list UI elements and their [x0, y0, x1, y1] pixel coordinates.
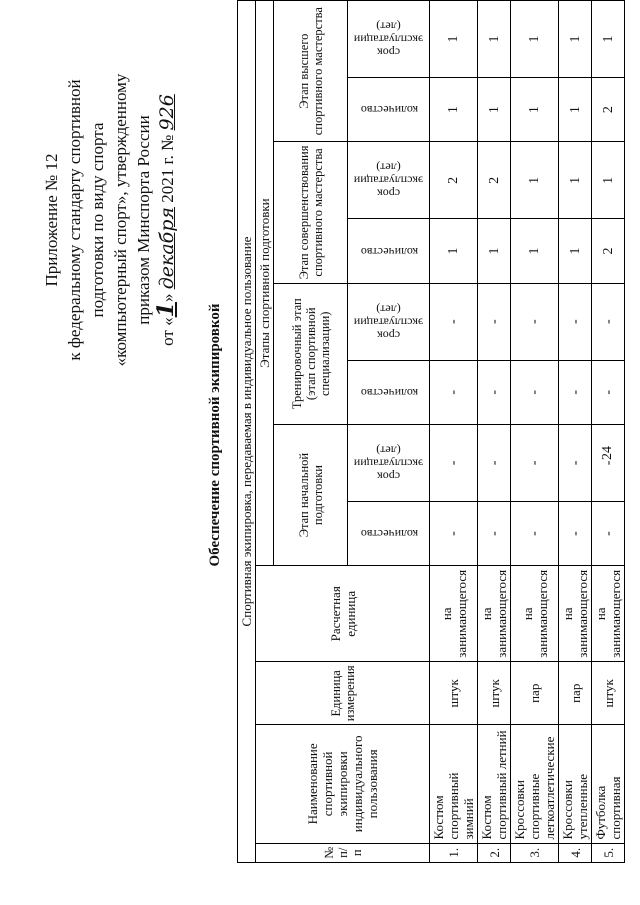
row-value: 1: [478, 219, 511, 283]
row-value: -: [511, 501, 559, 565]
sub-term-3: срок эксплуатации (лет): [348, 142, 430, 219]
appendix-line-1: Приложение № 12: [42, 153, 61, 287]
document-title: Обеспечение спортивной экипировкой: [207, 303, 223, 567]
row-value: -: [478, 501, 511, 565]
row-value: 1: [430, 219, 478, 283]
sub-term-2: срок эксплуатации (лет): [348, 283, 430, 360]
appendix-date-line: [155, 15, 179, 425]
row-value: -: [559, 424, 592, 501]
row-value: -: [592, 501, 625, 565]
row-calc: на занимающегося: [592, 566, 625, 662]
row-value: 2: [430, 142, 478, 219]
row-calc: на занимающегося: [559, 566, 592, 662]
row-calc: на занимающегося: [430, 566, 478, 662]
table-header-stages-row: [256, 1, 274, 863]
stage-initial: Этап начальной подготовки: [274, 424, 348, 565]
row-value: 1: [592, 1, 625, 78]
table-header-top-row: [238, 1, 256, 863]
row-value: -: [559, 360, 592, 424]
date-day: 1: [153, 302, 179, 318]
header-name: Наименование спортивной экипировки индивидуального пользования: [256, 725, 430, 843]
row-value: -: [430, 360, 478, 424]
row-value: 2: [478, 142, 511, 219]
row-value: -: [430, 283, 478, 360]
row-value: 1: [478, 78, 511, 142]
date-month: декабря: [156, 206, 178, 290]
table-row: [511, 1, 559, 863]
sub-qty-1: количество: [348, 501, 430, 565]
appendix-line-2: к федеральному стандарту спортивной: [65, 79, 84, 361]
row-calc: на занимающегося: [511, 566, 559, 662]
row-value: -: [478, 360, 511, 424]
table-row: [430, 1, 478, 863]
row-value: 1: [559, 78, 592, 142]
table-row: [559, 1, 592, 863]
row-name: Футболка спортивная: [592, 725, 625, 843]
row-unit: пар: [511, 662, 559, 725]
row-value: 1: [511, 142, 559, 219]
row-num: 5.: [592, 843, 625, 862]
row-value: 2: [592, 219, 625, 283]
row-name: Кроссовки спортивные легкоатлетические: [511, 725, 559, 843]
row-value: -: [511, 424, 559, 501]
table-row: [592, 1, 625, 863]
row-calc: на занимающегося: [478, 566, 511, 662]
row-value: -: [592, 283, 625, 360]
sub-term-4: срок эксплуатации (лет): [348, 1, 430, 78]
row-value: 1: [430, 1, 478, 78]
date-year: 2021 г. №: [158, 134, 177, 203]
stage-higher: Этап высшего спортивного мастерства: [274, 1, 348, 142]
row-value: 1: [511, 219, 559, 283]
appendix-line-3: подготовки по виду спорта: [88, 122, 107, 318]
row-value: -: [559, 283, 592, 360]
row-unit: пар: [559, 662, 592, 725]
row-num: 3.: [511, 843, 559, 862]
row-value: -: [430, 424, 478, 501]
sub-qty-3: количество: [348, 219, 430, 283]
row-num: 1.: [430, 843, 478, 862]
sub-qty-2: количество: [348, 360, 430, 424]
stage-improvement: Этап совершенствования спортивного мастерства: [274, 142, 348, 283]
row-value: 1: [511, 78, 559, 142]
header-calc: Расчетная единица: [256, 566, 430, 662]
row-unit: штук: [592, 662, 625, 725]
row-value: -: [592, 424, 625, 501]
row-unit: штук: [430, 662, 478, 725]
date-number: 926: [156, 94, 178, 131]
date-mid: »: [158, 293, 177, 303]
sub-term-1: срок эксплуатации (лет): [348, 424, 430, 501]
row-value: -: [430, 501, 478, 565]
row-num: 4.: [559, 843, 592, 862]
header-stages: Этапы спортивной подготовки: [256, 1, 274, 566]
row-name: Костюм спортивный зимний: [430, 725, 478, 843]
table-row: [478, 1, 511, 863]
row-value: -: [511, 283, 559, 360]
row-value: -: [511, 360, 559, 424]
row-value: 1: [559, 219, 592, 283]
row-value: 1: [559, 142, 592, 219]
row-name: Костюм спортивный летний: [478, 725, 511, 843]
sub-qty-4: количество: [348, 78, 430, 142]
row-value: -: [478, 424, 511, 501]
row-value: -: [478, 283, 511, 360]
row-value: 1: [511, 1, 559, 78]
date-prefix: от «: [158, 317, 177, 346]
appendix-line-4: «компьютерный спорт», утвержденному: [111, 73, 130, 367]
header-unit: Единица измерения: [256, 662, 430, 725]
row-num: 2.: [478, 843, 511, 862]
row-value: 1: [430, 78, 478, 142]
row-unit: штук: [478, 662, 511, 725]
header-num: № п/п: [256, 843, 430, 862]
stage-training: Тренировочный этап (этап спортивной специализации): [274, 283, 348, 424]
row-value: 1: [478, 1, 511, 78]
appendix-line-5: приказом Минспорта России: [134, 115, 153, 325]
table-header-top: Спортивная экипировка, передаваемая в индивидуальное пользование: [238, 1, 256, 863]
row-value: 1: [592, 142, 625, 219]
row-value: -: [559, 501, 592, 565]
row-value: 2: [592, 78, 625, 142]
row-value: -: [592, 360, 625, 424]
row-name: Кроссовки утепленные: [559, 725, 592, 843]
equipment-table: [237, 0, 625, 863]
row-value: 1: [559, 1, 592, 78]
page-number: 24: [600, 446, 615, 460]
appendix-block: [40, 15, 179, 425]
